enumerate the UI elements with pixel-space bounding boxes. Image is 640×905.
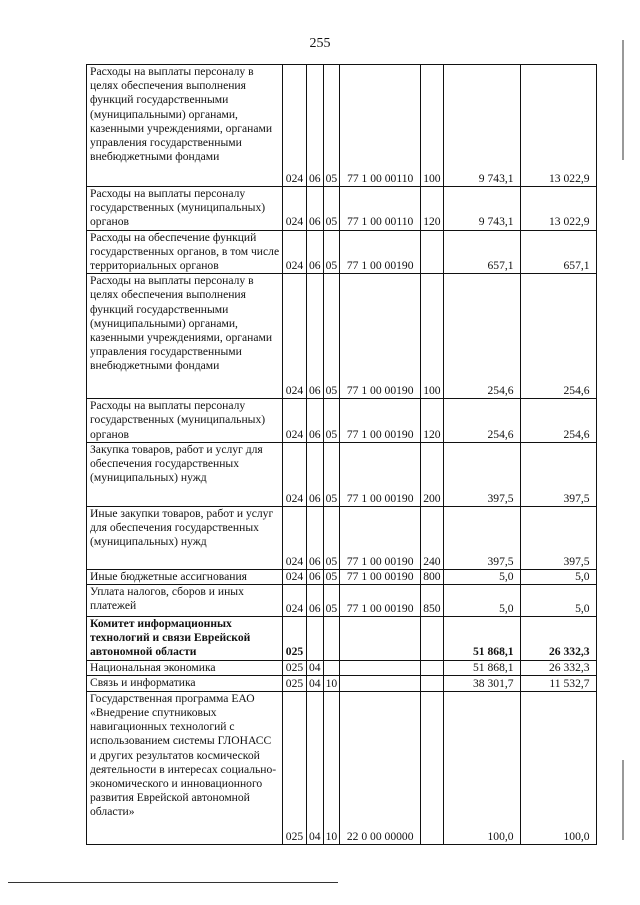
- expense-type-cell: 120: [421, 187, 443, 231]
- subsection-code-cell: 05: [323, 506, 340, 569]
- amount-year1-cell: 5,0: [443, 585, 520, 617]
- expense-type-cell: 240: [421, 506, 443, 569]
- amount-year1-cell: 9 743,1: [443, 65, 520, 187]
- ved-code-cell: 024: [283, 585, 307, 617]
- target-article-cell: 77 1 00 00190: [340, 442, 421, 506]
- expense-type-cell: 800: [421, 569, 443, 584]
- target-article-cell: 77 1 00 00190: [340, 230, 421, 274]
- expense-type-cell: 200: [421, 442, 443, 506]
- row-name-cell: Комитет информационных технологий и связи Еврейской автономной области: [87, 617, 283, 661]
- amount-year1-cell: 51 868,1: [443, 617, 520, 661]
- section-code-cell: 06: [307, 65, 324, 187]
- subsection-code-cell: [323, 660, 340, 675]
- table-row: [87, 569, 597, 584]
- section-code-cell: 04: [307, 691, 324, 844]
- amount-year2-cell: 100,0: [520, 691, 596, 844]
- table-row: [87, 691, 597, 844]
- ved-code-cell: 024: [283, 506, 307, 569]
- ved-code-cell: 024: [283, 187, 307, 231]
- ved-code-cell: 024: [283, 399, 307, 443]
- amount-year1-cell: 397,5: [443, 442, 520, 506]
- amount-year1-cell: 5,0: [443, 569, 520, 584]
- amount-year2-cell: 26 332,3: [520, 660, 596, 675]
- amount-year1-cell: 397,5: [443, 506, 520, 569]
- section-code-cell: 06: [307, 274, 324, 399]
- budget-table: [86, 64, 597, 845]
- subsection-code-cell: 10: [323, 675, 340, 691]
- subsection-code-cell: 05: [323, 569, 340, 584]
- amount-year1-cell: 38 301,7: [443, 675, 520, 691]
- amount-year2-cell: 13 022,9: [520, 187, 596, 231]
- expense-type-cell: 850: [421, 585, 443, 617]
- subsection-code-cell: 05: [323, 442, 340, 506]
- amount-year2-cell: 13 022,9: [520, 65, 596, 187]
- ved-code-cell: 025: [283, 691, 307, 844]
- expense-type-cell: [421, 660, 443, 675]
- expense-type-cell: [421, 691, 443, 844]
- expense-type-cell: 100: [421, 65, 443, 187]
- target-article-cell: 22 0 00 00000: [340, 691, 421, 844]
- section-code-cell: 06: [307, 569, 324, 584]
- section-code-cell: 06: [307, 442, 324, 506]
- amount-year1-cell: 254,6: [443, 274, 520, 399]
- amount-year2-cell: 397,5: [520, 442, 596, 506]
- ved-code-cell: 025: [283, 675, 307, 691]
- amount-year1-cell: 100,0: [443, 691, 520, 844]
- section-code-cell: 06: [307, 585, 324, 617]
- row-name-cell: Расходы на выплаты персоналу государственных (муниципальных) органов: [87, 399, 283, 443]
- table-row: [87, 442, 597, 506]
- row-name-cell: Расходы на обеспечение функций государственных органов, в том числе территориальных органов: [87, 230, 283, 274]
- amount-year2-cell: 254,6: [520, 399, 596, 443]
- subsection-code-cell: 05: [323, 187, 340, 231]
- section-code-cell: 06: [307, 506, 324, 569]
- row-name-cell: Уплата налогов, сборов и иных платежей: [87, 585, 283, 617]
- expense-type-cell: [421, 230, 443, 274]
- section-code-cell: 04: [307, 675, 324, 691]
- row-name-cell: Иные бюджетные ассигнования: [87, 569, 283, 584]
- target-article-cell: 77 1 00 00190: [340, 585, 421, 617]
- ved-code-cell: 024: [283, 569, 307, 584]
- row-name-cell: Расходы на выплаты персоналу государственных (муниципальных) органов: [87, 187, 283, 231]
- section-code-cell: [307, 617, 324, 661]
- row-name-cell: Расходы на выплаты персоналу в целях обеспечения выполнения функций государственными (муниципальными) органами, казенными учреждениями, органами управления государственными внебюджетными фондами: [87, 274, 283, 399]
- section-code-cell: 06: [307, 187, 324, 231]
- amount-year2-cell: 254,6: [520, 274, 596, 399]
- footer-rule: [8, 882, 338, 883]
- scan-edge-mark: [622, 760, 624, 840]
- table-row: [87, 506, 597, 569]
- row-name-cell: Связь и информатика: [87, 675, 283, 691]
- scan-edge-mark: [622, 40, 624, 160]
- expense-type-cell: 120: [421, 399, 443, 443]
- ved-code-cell: 024: [283, 442, 307, 506]
- target-article-cell: [340, 675, 421, 691]
- section-code-cell: 06: [307, 399, 324, 443]
- table-row: [87, 675, 597, 691]
- subsection-code-cell: 05: [323, 585, 340, 617]
- subsection-code-cell: 05: [323, 274, 340, 399]
- row-name-cell: Государственная программа ЕАО «Внедрение спутниковых навигационных технологий с использованием системы ГЛОНАСС и других результатов космической деятельности в интересах социально-экономического и инновационного развития Еврейской автономной области»: [87, 691, 283, 844]
- target-article-cell: 77 1 00 00190: [340, 506, 421, 569]
- amount-year2-cell: 11 532,7: [520, 675, 596, 691]
- expense-type-cell: 100: [421, 274, 443, 399]
- target-article-cell: 77 1 00 00190: [340, 274, 421, 399]
- table-row: [87, 660, 597, 675]
- table-row: [87, 585, 597, 617]
- page-number: 255: [309, 36, 331, 51]
- expense-type-cell: [421, 675, 443, 691]
- subsection-code-cell: 05: [323, 399, 340, 443]
- ved-code-cell: 025: [283, 660, 307, 675]
- amount-year1-cell: 254,6: [443, 399, 520, 443]
- target-article-cell: 77 1 00 00190: [340, 569, 421, 584]
- ved-code-cell: 024: [283, 65, 307, 187]
- table-row: [87, 617, 597, 661]
- target-article-cell: [340, 660, 421, 675]
- table-row: [87, 399, 597, 443]
- amount-year2-cell: 5,0: [520, 569, 596, 584]
- ved-code-cell: 024: [283, 274, 307, 399]
- target-article-cell: 77 1 00 00110: [340, 65, 421, 187]
- subsection-code-cell: 05: [323, 65, 340, 187]
- section-code-cell: 06: [307, 230, 324, 274]
- table-row: [87, 230, 597, 274]
- amount-year1-cell: 9 743,1: [443, 187, 520, 231]
- subsection-code-cell: 10: [323, 691, 340, 844]
- amount-year1-cell: 657,1: [443, 230, 520, 274]
- amount-year2-cell: 5,0: [520, 585, 596, 617]
- table-row: [87, 187, 597, 231]
- row-name-cell: Национальная экономика: [87, 660, 283, 675]
- ved-code-cell: 025: [283, 617, 307, 661]
- amount-year1-cell: 51 868,1: [443, 660, 520, 675]
- target-article-cell: [340, 617, 421, 661]
- row-name-cell: Расходы на выплаты персоналу в целях обеспечения выполнения функций государственными (муниципальными) органами, казенными учреждениями, органами управления государственными внебюджетными фондами: [87, 65, 283, 187]
- row-name-cell: Иные закупки товаров, работ и услуг для обеспечения государственных (муниципальных) нужд: [87, 506, 283, 569]
- subsection-code-cell: [323, 617, 340, 661]
- amount-year2-cell: 657,1: [520, 230, 596, 274]
- amount-year2-cell: 26 332,3: [520, 617, 596, 661]
- expense-type-cell: [421, 617, 443, 661]
- row-name-cell: Закупка товаров, работ и услуг для обеспечения государственных (муниципальных) нужд: [87, 442, 283, 506]
- amount-year2-cell: 397,5: [520, 506, 596, 569]
- target-article-cell: 77 1 00 00110: [340, 187, 421, 231]
- target-article-cell: 77 1 00 00190: [340, 399, 421, 443]
- section-code-cell: 04: [307, 660, 324, 675]
- subsection-code-cell: 05: [323, 230, 340, 274]
- table-row: [87, 274, 597, 399]
- table-row: [87, 65, 597, 187]
- ved-code-cell: 024: [283, 230, 307, 274]
